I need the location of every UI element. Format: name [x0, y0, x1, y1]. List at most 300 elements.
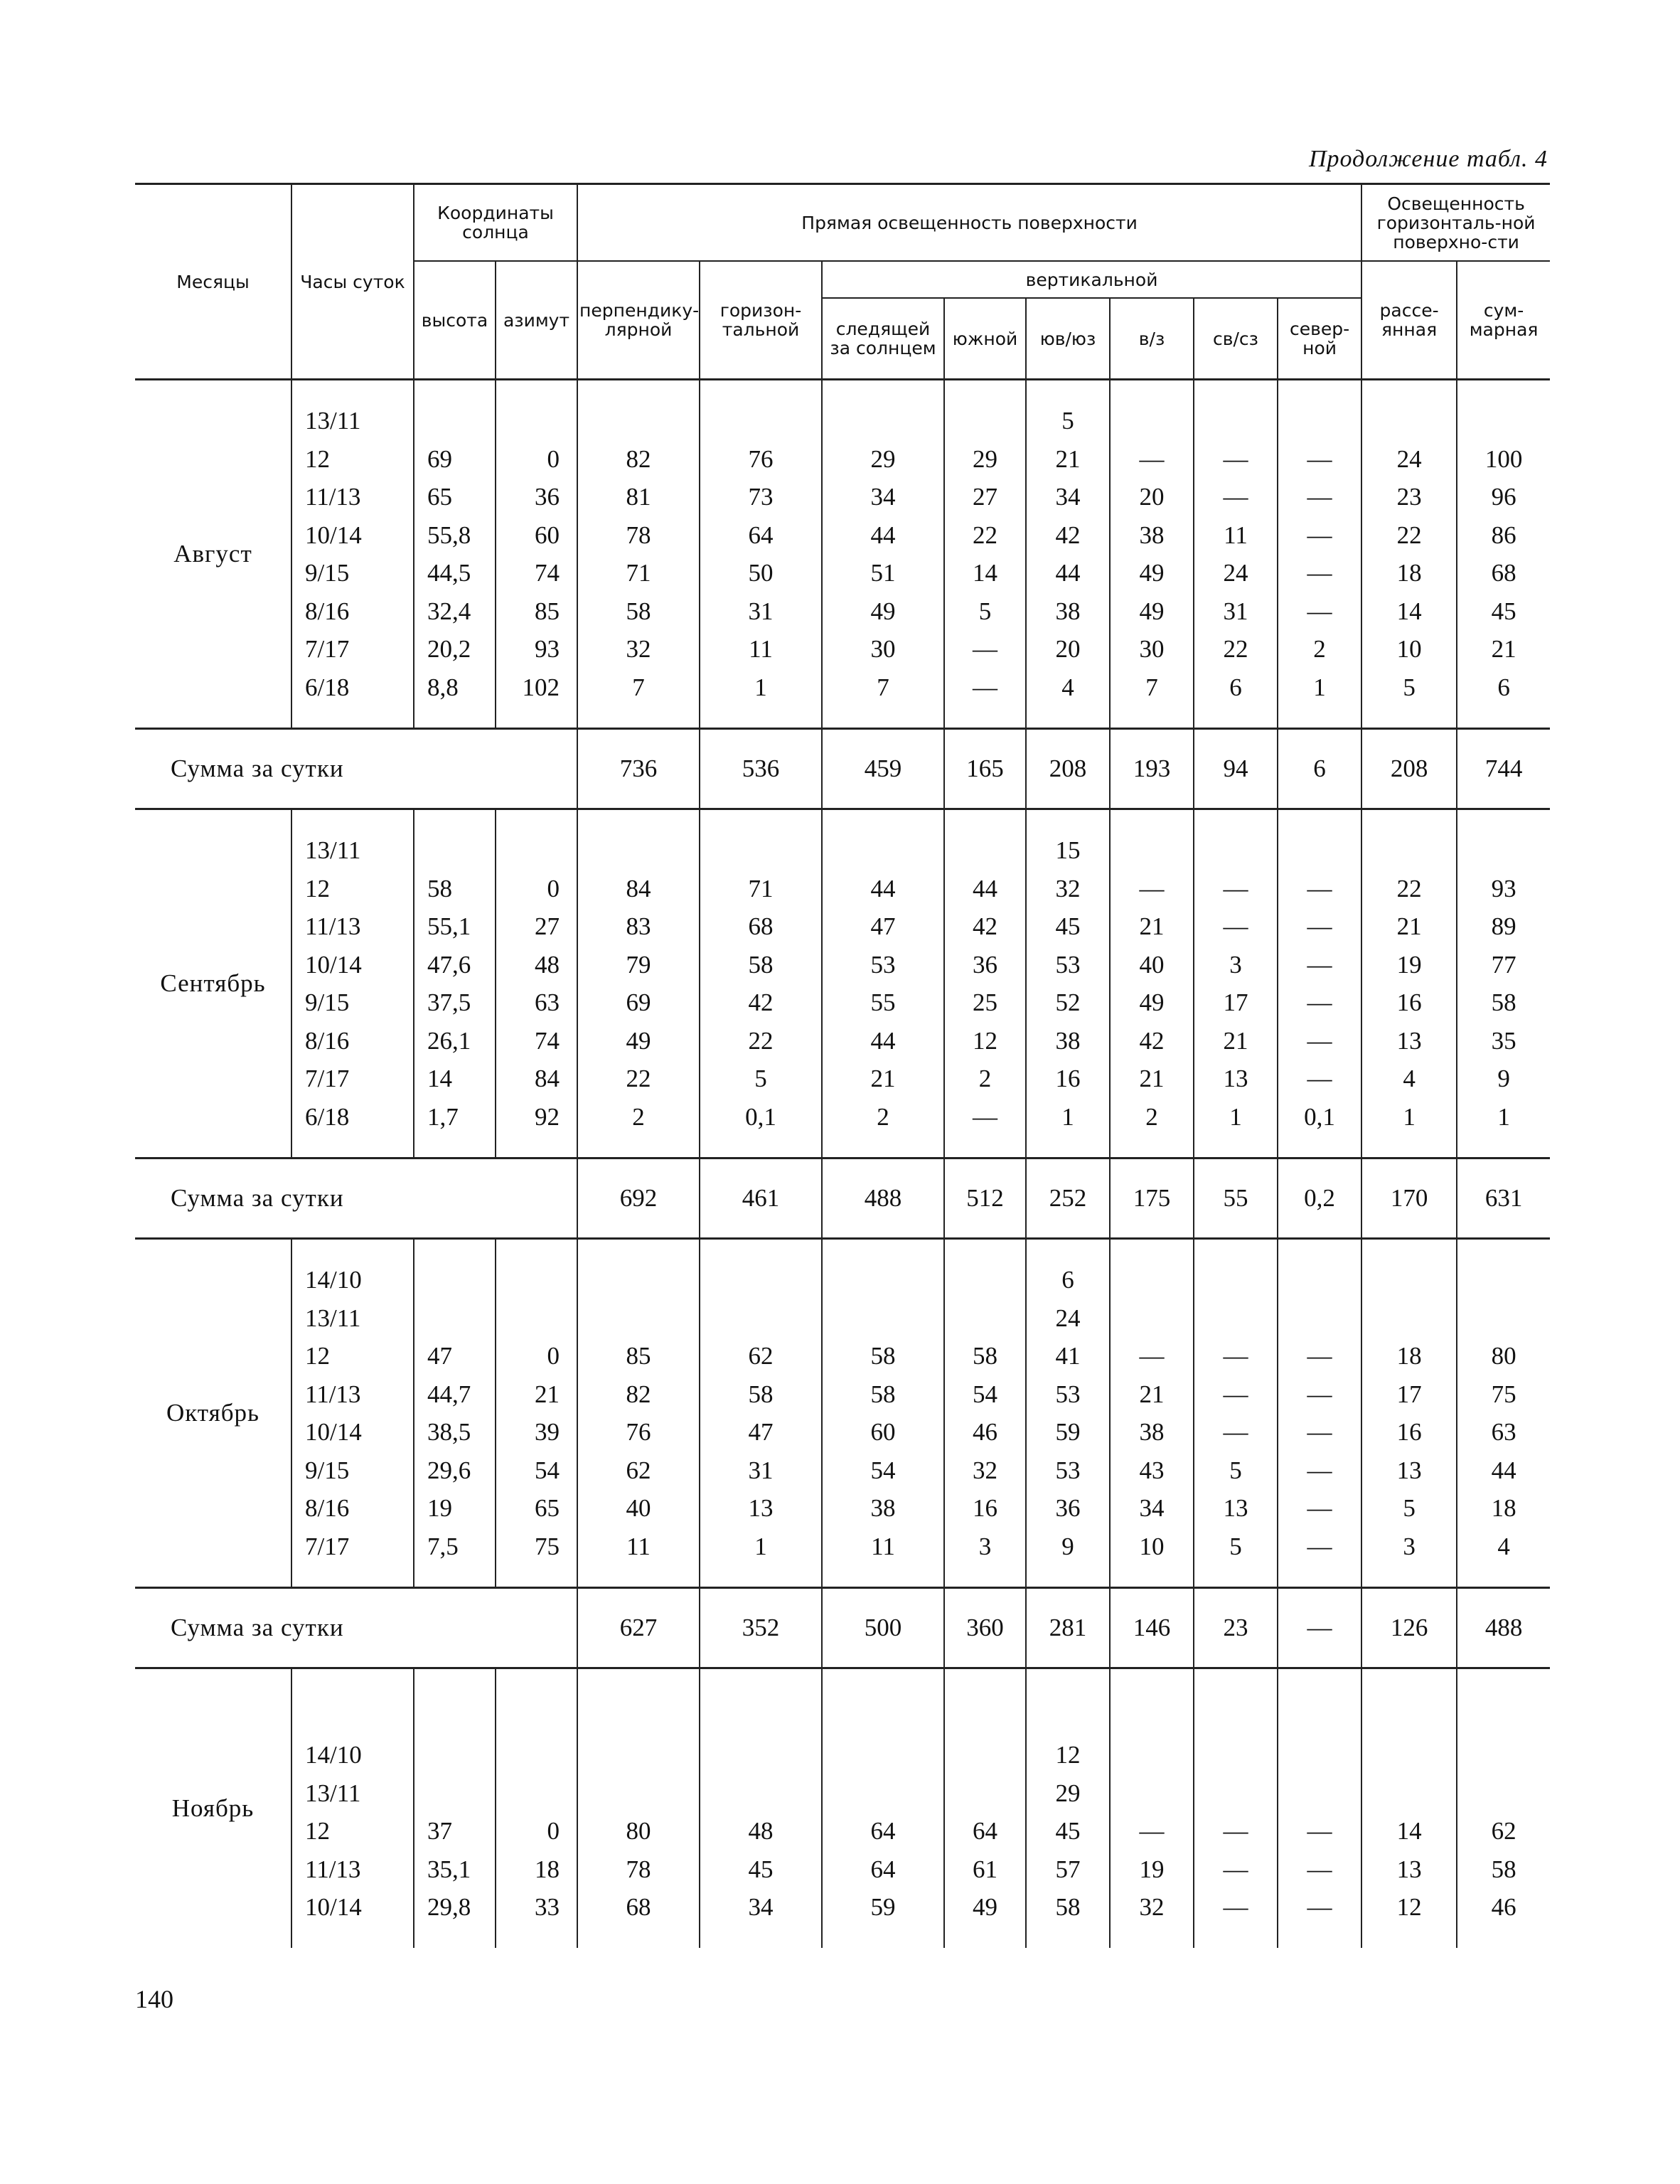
- table-cell: 49: [1110, 592, 1194, 631]
- table-cell: 1: [1457, 1098, 1550, 1136]
- spacer-cell: [1278, 380, 1361, 403]
- table-cell: 27: [496, 907, 577, 946]
- spacer-cell: [1026, 809, 1110, 832]
- table-cell: 47: [822, 907, 944, 946]
- table-cell: 12: [291, 1337, 414, 1375]
- table-cell: 7/17: [291, 630, 414, 668]
- table-cell: —: [1278, 1413, 1361, 1451]
- table-cell: 58: [822, 1337, 944, 1375]
- spacer-row: [135, 1565, 1550, 1588]
- table-cell: 11/13: [291, 478, 414, 516]
- spacer-cell: [822, 1239, 944, 1262]
- table-cell: 21: [822, 1060, 944, 1098]
- table-cell: [1278, 1736, 1361, 1774]
- table-cell: —: [1278, 1337, 1361, 1375]
- table-cell: [1110, 1261, 1194, 1299]
- table-cell: —: [1110, 1812, 1194, 1850]
- table-cell: 5: [1194, 1451, 1278, 1490]
- table-cell: 69: [414, 440, 496, 479]
- table-cell: —: [944, 668, 1026, 707]
- table-cell: 76: [700, 440, 822, 479]
- table-cell: 21: [496, 1375, 577, 1414]
- table-cell: 12: [1026, 1736, 1110, 1774]
- spacer-cell: [1278, 809, 1361, 832]
- table-cell: 35,1: [414, 1850, 496, 1889]
- table-cell: 34: [822, 478, 944, 516]
- table-cell: 7: [822, 668, 944, 707]
- table-cell: [577, 1774, 700, 1813]
- table-cell: 35: [1457, 1022, 1550, 1060]
- table-cell: 0: [496, 440, 577, 479]
- table-cell: 47: [414, 1337, 496, 1375]
- table-cell: 38: [1110, 1413, 1194, 1451]
- table-cell: 13/11: [291, 1774, 414, 1813]
- spacer-cell: [1457, 809, 1550, 832]
- table-cell: —: [1278, 1451, 1361, 1490]
- table-cell: 12: [1361, 1888, 1457, 1927]
- spacer-cell: [700, 1565, 822, 1588]
- spacer-cell: [1457, 1927, 1550, 1948]
- table-cell: 54: [822, 1451, 944, 1490]
- table-cell: 6: [1026, 1261, 1110, 1299]
- table-cell: [1361, 1299, 1457, 1338]
- table-cell: 13/11: [291, 1299, 414, 1338]
- table-cell: [700, 1261, 822, 1299]
- table-cell: 60: [496, 516, 577, 555]
- table-row: [135, 1850, 1550, 1889]
- table-cell: 54: [944, 1375, 1026, 1414]
- table-cell: [414, 1261, 496, 1299]
- spacer-cell: [944, 1136, 1026, 1158]
- table-cell: 39: [496, 1413, 577, 1451]
- table-cell: [496, 1736, 577, 1774]
- table-cell: 85: [577, 1337, 700, 1375]
- table-cell: —: [1278, 1850, 1361, 1889]
- sum-cell: 23: [1194, 1588, 1278, 1668]
- spacer-cell: [291, 809, 414, 832]
- table-cell: 34: [1026, 478, 1110, 516]
- table-cell: [1457, 1261, 1550, 1299]
- spacer-cell: [1278, 1136, 1361, 1158]
- spacer-cell: [700, 1668, 822, 1737]
- table-cell: [1110, 831, 1194, 870]
- table-cell: 62: [1457, 1812, 1550, 1850]
- table-cell: 13: [1194, 1489, 1278, 1528]
- table-cell: 11/13: [291, 907, 414, 946]
- table-cell: [700, 1774, 822, 1813]
- table-cell: 8/16: [291, 1489, 414, 1528]
- table-cell: 10: [1361, 630, 1457, 668]
- spacer-cell: [1278, 706, 1361, 729]
- table-cell: 58: [1026, 1888, 1110, 1927]
- table-cell: [577, 1736, 700, 1774]
- table-cell: 16: [1361, 984, 1457, 1022]
- table-cell: [1457, 1736, 1550, 1774]
- table-cell: 18: [1361, 1337, 1457, 1375]
- spacer-cell: [944, 380, 1026, 403]
- table-cell: 0: [496, 1812, 577, 1850]
- table-cell: 34: [1110, 1489, 1194, 1528]
- header-azimuth: азимут: [496, 261, 577, 380]
- spacer-cell: [577, 1927, 700, 1948]
- spacer-row: [135, 1239, 1550, 1262]
- table-cell: 31: [700, 592, 822, 631]
- table-cell: 55,1: [414, 907, 496, 946]
- spacer-cell: [1278, 1927, 1361, 1948]
- table-cell: 78: [577, 516, 700, 555]
- table-cell: 71: [700, 870, 822, 908]
- table-cell: 10/14: [291, 516, 414, 555]
- table-cell: 30: [1110, 630, 1194, 668]
- table-cell: [496, 1299, 577, 1338]
- table-cell: 13: [1361, 1850, 1457, 1889]
- table-cell: 82: [577, 440, 700, 479]
- sum-cell: 692: [577, 1158, 700, 1239]
- table-cell: 1: [1026, 1098, 1110, 1136]
- header-vertical: вертикальной: [822, 261, 1361, 298]
- table-cell: 36: [944, 946, 1026, 984]
- table-cell: [414, 402, 496, 440]
- table-row: [135, 1736, 1550, 1774]
- table-cell: 74: [496, 554, 577, 592]
- table-cell: 46: [944, 1413, 1026, 1451]
- table-cell: —: [1278, 1888, 1361, 1927]
- month-label: Октябрь: [135, 1239, 291, 1588]
- table-cell: [496, 402, 577, 440]
- spacer-cell: [822, 809, 944, 832]
- spacer-cell: [291, 1136, 414, 1158]
- table-cell: 47,6: [414, 946, 496, 984]
- table-cell: —: [1278, 478, 1361, 516]
- sum-cell: 170: [1361, 1158, 1457, 1239]
- table-cell: [1194, 831, 1278, 870]
- sum-cell: 165: [944, 729, 1026, 809]
- table-cell: 42: [1110, 1022, 1194, 1060]
- table-cell: 45: [700, 1850, 822, 1889]
- table-cell: —: [1278, 1060, 1361, 1098]
- table-cell: [822, 1774, 944, 1813]
- table-cell: 22: [1361, 516, 1457, 555]
- sum-label: Сумма за сутки: [135, 1588, 577, 1668]
- table-cell: —: [1194, 1375, 1278, 1414]
- header-horizontal: горизон-тальной: [700, 261, 822, 380]
- table-cell: 68: [700, 907, 822, 946]
- table-cell: 2: [1110, 1098, 1194, 1136]
- sum-label: Сумма за сутки: [135, 1158, 577, 1239]
- table-cell: 51: [822, 554, 944, 592]
- table-cell: 18: [496, 1850, 577, 1889]
- table-row: [135, 478, 1550, 516]
- table-cell: 64: [700, 516, 822, 555]
- table-cell: —: [1278, 1528, 1361, 1566]
- table-cell: 86: [1457, 516, 1550, 555]
- spacer-cell: [577, 1565, 700, 1588]
- table-cell: 47: [700, 1413, 822, 1451]
- spacer-cell: [822, 1927, 944, 1948]
- page-number: 140: [135, 1985, 173, 2013]
- table-cell: [1110, 402, 1194, 440]
- spacer-cell: [1026, 1668, 1110, 1737]
- table-cell: 1,7: [414, 1098, 496, 1136]
- table-cell: 16: [1361, 1413, 1457, 1451]
- table-cell: 53: [1026, 1375, 1110, 1414]
- table-cell: 1: [700, 1528, 822, 1566]
- sum-row: [135, 1158, 1550, 1239]
- table-cell: —: [1110, 870, 1194, 908]
- table-cell: 21: [1026, 440, 1110, 479]
- table-cell: 60: [822, 1413, 944, 1451]
- table-cell: 14/10: [291, 1736, 414, 1774]
- table-cell: 30: [822, 630, 944, 668]
- spacer-cell: [822, 1136, 944, 1158]
- table-cell: —: [1194, 1812, 1278, 1850]
- table-cell: 49: [944, 1888, 1026, 1927]
- spacer-cell: [700, 809, 822, 832]
- table-cell: 2: [944, 1060, 1026, 1098]
- table-cell: 9/15: [291, 1451, 414, 1490]
- table-cell: —: [1194, 440, 1278, 479]
- table-cell: 12: [291, 1812, 414, 1850]
- table-cell: 43: [1110, 1451, 1194, 1490]
- table-cell: 31: [1194, 592, 1278, 631]
- table-cell: [1110, 1736, 1194, 1774]
- table-cell: 40: [577, 1489, 700, 1528]
- sum-cell: 6: [1278, 729, 1361, 809]
- table-cell: 62: [700, 1337, 822, 1375]
- month-label: Август: [135, 380, 291, 729]
- table-cell: —: [1278, 516, 1361, 555]
- table-cell: 0,1: [1278, 1098, 1361, 1136]
- table-cell: 96: [1457, 478, 1550, 516]
- table-cell: 31: [700, 1451, 822, 1490]
- table-cell: —: [1194, 870, 1278, 908]
- sum-cell: 252: [1026, 1158, 1110, 1239]
- spacer-cell: [700, 380, 822, 403]
- table-cell: 63: [496, 984, 577, 1022]
- table-row: [135, 554, 1550, 592]
- table-cell: 44,7: [414, 1375, 496, 1414]
- sum-cell: 146: [1110, 1588, 1194, 1668]
- table-cell: 14: [414, 1060, 496, 1098]
- table-cell: —: [1110, 1337, 1194, 1375]
- table-cell: [1457, 1299, 1550, 1338]
- header-sw-se: юв/юз: [1026, 298, 1110, 380]
- table-cell: [1278, 1261, 1361, 1299]
- table-cell: —: [1278, 1812, 1361, 1850]
- table-cell: 4: [1026, 668, 1110, 707]
- table-cell: 2: [1278, 630, 1361, 668]
- table-cell: 21: [1361, 907, 1457, 946]
- spacer-cell: [1026, 706, 1110, 729]
- table-cell: 19: [1361, 946, 1457, 984]
- table-row: [135, 946, 1550, 984]
- header-altitude: высота: [414, 261, 496, 380]
- table-cell: 102: [496, 668, 577, 707]
- table-cell: 65: [496, 1489, 577, 1528]
- spacer-cell: [1110, 809, 1194, 832]
- table-cell: 0,1: [700, 1098, 822, 1136]
- table-cell: —: [1278, 592, 1361, 631]
- table-cell: 26,1: [414, 1022, 496, 1060]
- sum-cell: 488: [1457, 1588, 1550, 1668]
- spacer-cell: [1361, 1668, 1457, 1737]
- table-cell: —: [1278, 946, 1361, 984]
- spacer-row: [135, 1668, 1550, 1737]
- table-cell: 10/14: [291, 1888, 414, 1927]
- sum-cell: 55: [1194, 1158, 1278, 1239]
- spacer-cell: [822, 706, 944, 729]
- table-cell: [822, 1736, 944, 1774]
- spacer-cell: [1361, 706, 1457, 729]
- table-cell: 42: [700, 984, 822, 1022]
- table-cell: 11: [700, 630, 822, 668]
- table-cell: [496, 1774, 577, 1813]
- table-cell: —: [1278, 440, 1361, 479]
- spacer-cell: [496, 706, 577, 729]
- table-cell: 9/15: [291, 984, 414, 1022]
- table-cell: 6/18: [291, 1098, 414, 1136]
- spacer-cell: [577, 809, 700, 832]
- table-row: [135, 1022, 1550, 1060]
- table-cell: [577, 831, 700, 870]
- spacer-cell: [1361, 1136, 1457, 1158]
- table-cell: 36: [496, 478, 577, 516]
- sum-cell: 736: [577, 729, 700, 809]
- spacer-cell: [496, 809, 577, 832]
- table-cell: 22: [700, 1022, 822, 1060]
- table-cell: 19: [414, 1489, 496, 1528]
- table-cell: 32: [944, 1451, 1026, 1490]
- spacer-cell: [1110, 1927, 1194, 1948]
- table-cell: 6: [1194, 668, 1278, 707]
- table-cell: [944, 1261, 1026, 1299]
- spacer-cell: [414, 1668, 496, 1737]
- table-cell: 0: [496, 1337, 577, 1375]
- spacer-cell: [1026, 1565, 1110, 1588]
- table-cell: 63: [1457, 1413, 1550, 1451]
- table-cell: 6: [1457, 668, 1550, 707]
- table-cell: 5: [1361, 668, 1457, 707]
- table-row: [135, 1489, 1550, 1528]
- spacer-cell: [414, 1565, 496, 1588]
- spacer-cell: [1361, 1565, 1457, 1588]
- sum-block: [135, 1158, 1550, 1239]
- spacer-row: [135, 809, 1550, 832]
- table-cell: 7/17: [291, 1060, 414, 1098]
- table-cell: 7: [577, 668, 700, 707]
- table-cell: 15: [1026, 831, 1110, 870]
- table-cell: 54: [496, 1451, 577, 1490]
- spacer-cell: [496, 1239, 577, 1262]
- table-cell: 38: [1026, 592, 1110, 631]
- table-cell: 24: [1361, 440, 1457, 479]
- table-cell: 64: [944, 1812, 1026, 1850]
- table-cell: [944, 1299, 1026, 1338]
- spacer-cell: [291, 380, 414, 403]
- table-cell: 85: [496, 592, 577, 631]
- table-row: [135, 1812, 1550, 1850]
- sum-row: [135, 1588, 1550, 1668]
- table-cell: 27: [944, 478, 1026, 516]
- table-row: [135, 1098, 1550, 1136]
- table-cell: [414, 831, 496, 870]
- spacer-cell: [577, 706, 700, 729]
- table-cell: 100: [1457, 440, 1550, 479]
- table-cell: [944, 1774, 1026, 1813]
- table-cell: 68: [1457, 554, 1550, 592]
- table-cell: [1361, 1261, 1457, 1299]
- table-cell: 59: [822, 1888, 944, 1927]
- table-cell: 48: [496, 946, 577, 984]
- table-cell: 32: [1026, 870, 1110, 908]
- sum-cell: 0,2: [1278, 1158, 1361, 1239]
- table-cell: [496, 831, 577, 870]
- table-cell: 7/17: [291, 1528, 414, 1566]
- table-cell: 77: [1457, 946, 1550, 984]
- table-cell: 11: [1194, 516, 1278, 555]
- table-cell: 3: [1194, 946, 1278, 984]
- table-cell: [700, 402, 822, 440]
- sum-cell: 631: [1457, 1158, 1550, 1239]
- sum-cell: 360: [944, 1588, 1026, 1668]
- table-cell: 17: [1361, 1375, 1457, 1414]
- spacer-cell: [1110, 380, 1194, 403]
- table-cell: 3: [1361, 1528, 1457, 1566]
- spacer-row: [135, 380, 1550, 403]
- spacer-cell: [1457, 1565, 1550, 1588]
- table-row: [135, 1337, 1550, 1375]
- table-cell: [822, 402, 944, 440]
- month-label: Ноябрь: [135, 1668, 291, 1948]
- table-row: [135, 516, 1550, 555]
- sum-cell: 536: [700, 729, 822, 809]
- table-cell: [1278, 831, 1361, 870]
- table-cell: 44: [1457, 1451, 1550, 1490]
- table-row: [135, 630, 1550, 668]
- table-cell: 12: [291, 440, 414, 479]
- spacer-cell: [822, 380, 944, 403]
- spacer-cell: [1110, 706, 1194, 729]
- spacer-cell: [1278, 1239, 1361, 1262]
- spacer-cell: [944, 1927, 1026, 1948]
- table-cell: 53: [822, 946, 944, 984]
- table-cell: 1: [1278, 668, 1361, 707]
- spacer-cell: [1194, 1136, 1278, 1158]
- table-cell: [1457, 831, 1550, 870]
- table-cell: 58: [1457, 984, 1550, 1022]
- table-cell: [1278, 1299, 1361, 1338]
- table-cell: 45: [1026, 1812, 1110, 1850]
- table-cell: 5: [944, 592, 1026, 631]
- table-cell: 82: [577, 1375, 700, 1414]
- table-cell: 33: [496, 1888, 577, 1927]
- table-cell: 13: [1361, 1451, 1457, 1490]
- table-cell: 23: [1361, 478, 1457, 516]
- spacer-cell: [1278, 1668, 1361, 1737]
- table-row: [135, 1060, 1550, 1098]
- table-row: [135, 984, 1550, 1022]
- table-cell: 11/13: [291, 1850, 414, 1889]
- table-row: [135, 440, 1550, 479]
- table-cell: 45: [1026, 907, 1110, 946]
- table-row: [135, 1299, 1550, 1338]
- table-cell: 5: [1361, 1489, 1457, 1528]
- table-cell: [577, 402, 700, 440]
- table-cell: [700, 1736, 822, 1774]
- table-cell: 5: [700, 1060, 822, 1098]
- header-perpendicular: перпендику-лярной: [577, 261, 700, 380]
- table-cell: 8,8: [414, 668, 496, 707]
